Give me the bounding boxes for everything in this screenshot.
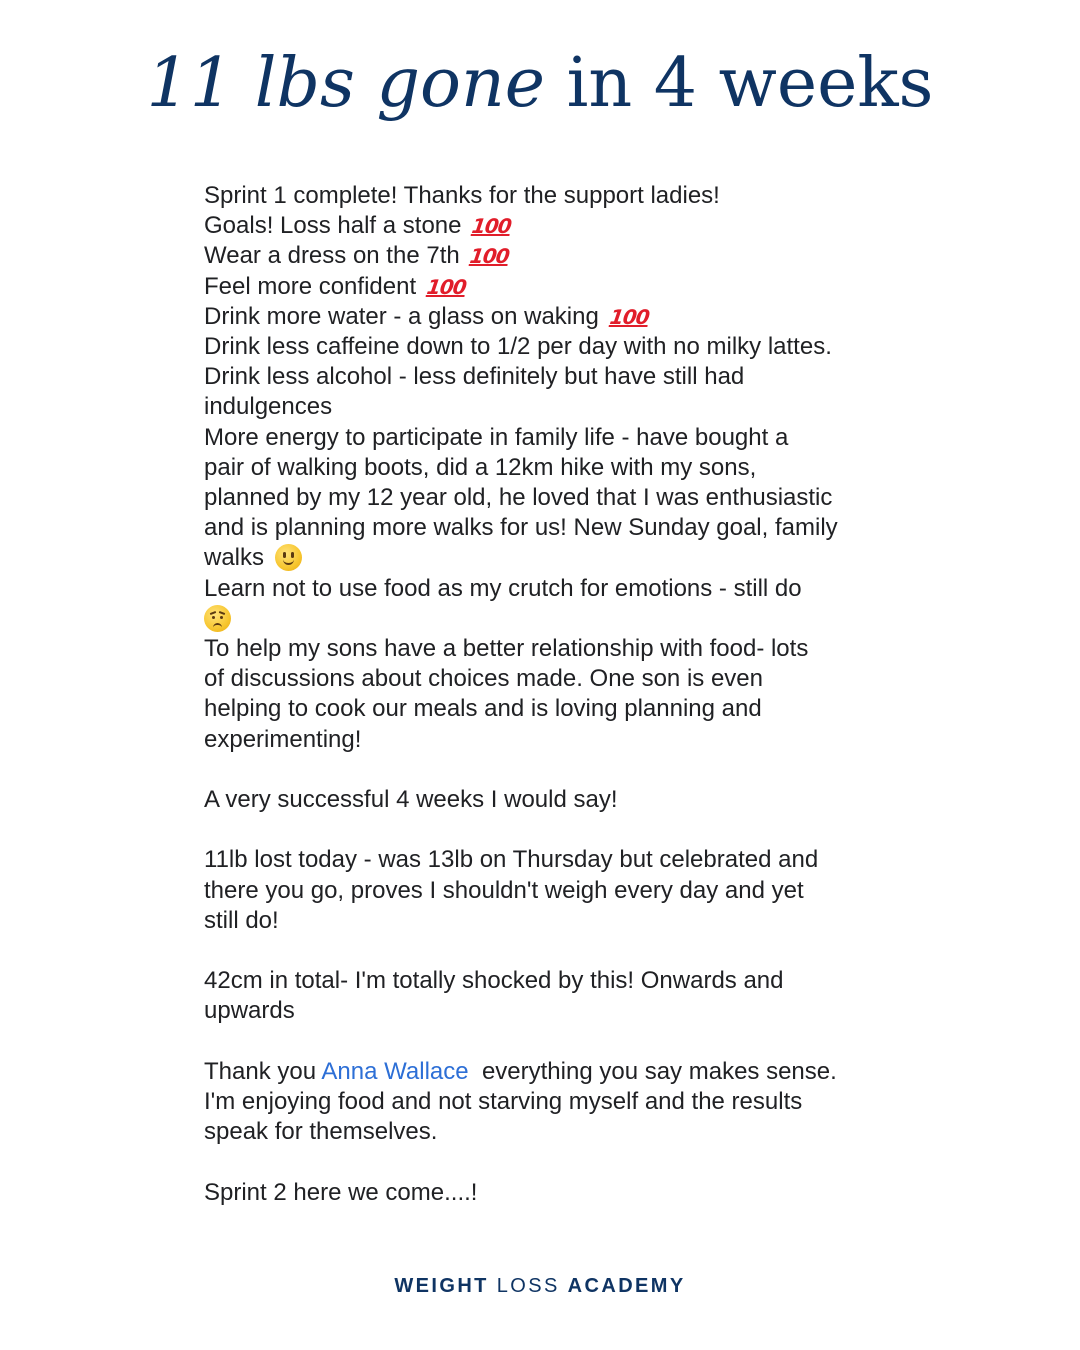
hundred-points-icon: 100 — [425, 274, 468, 299]
post-line: planned by my 12 year old, he loved that I was enthusiastic — [204, 484, 833, 512]
brand-word: LOSS — [488, 1275, 568, 1297]
post-line: indulgences — [204, 393, 333, 421]
post-line-text: Goals! Loss half a stone — [204, 212, 462, 240]
disappointed-face-icon — [204, 605, 231, 632]
post-line-text: walks — [204, 544, 265, 572]
post-line-text: everything you say makes sense. — [468, 1057, 837, 1085]
post-line — [204, 1057, 904, 1087]
post-line: Learn not to use food as my crutch for emotions - still do — [204, 574, 802, 602]
brand-logo — [0, 1274, 1080, 1298]
blank-line — [204, 936, 904, 966]
post-line — [204, 272, 904, 302]
headline-italic: 11 lbs gone — [146, 44, 545, 123]
post-line: still do! — [204, 906, 279, 934]
post-line: Drink less caffeine down to 1/2 per day with no milky lattes. — [204, 333, 832, 361]
post-line: helping to cook our meals and is loving planning and — [204, 695, 762, 723]
blank-line — [204, 1027, 904, 1057]
post-line: experimenting! — [204, 725, 362, 753]
blank-line — [204, 755, 904, 785]
post-line-text: Drink more water - a glass on waking — [204, 302, 599, 330]
slightly-smiling-face-icon — [275, 544, 302, 571]
post-line: To help my sons have a better relationship with food- lots — [204, 635, 809, 663]
hundred-points-icon: 100 — [607, 304, 650, 329]
post-line-text: Wear a dress on the 7th — [204, 242, 460, 270]
headline — [0, 34, 1080, 134]
blank-line — [204, 815, 904, 845]
post-line: A very successful 4 weeks I would say! — [204, 786, 618, 814]
post-line — [204, 543, 904, 573]
brand-word: ACADEMY — [567, 1275, 686, 1297]
brand-word: WEIGHT — [394, 1275, 489, 1297]
post-line: I'm enjoying food and not starving myself and the results — [204, 1088, 803, 1116]
post-line — [204, 241, 904, 271]
post-line — [204, 211, 904, 241]
post-line: pair of walking boots, did a 12km hike with my sons, — [204, 453, 757, 481]
post-line: upwards — [204, 997, 295, 1025]
user-mention-link[interactable]: Anna Wallace — [321, 1057, 469, 1085]
headline-rest: in 4 weeks — [544, 44, 934, 123]
post-line: 42cm in total- I'm totally shocked by this! Onwards and — [204, 967, 784, 995]
post-line: Sprint 1 complete! Thanks for the support ladies! — [204, 182, 720, 209]
post-line-text: Thank you — [204, 1057, 322, 1085]
post-line — [204, 302, 904, 332]
post-line — [204, 604, 904, 634]
post-line: Sprint 2 here we come....! — [204, 1178, 478, 1206]
post-line: 11lb lost today - was 13lb on Thursday but celebrated and — [204, 846, 819, 874]
hundred-points-icon: 100 — [468, 244, 511, 269]
post-line: More energy to participate in family life - have bought a — [204, 423, 789, 451]
post-line: and is planning more walks for us! New Sunday goal, family — [204, 514, 838, 542]
post-line: Drink less alcohol - less definitely but have still had — [204, 363, 745, 391]
post-line: of discussions about choices made. One son is even — [204, 665, 763, 693]
testimonial-post — [204, 181, 904, 1208]
post-line-text: Feel more confident — [204, 272, 417, 300]
hundred-points-icon: 100 — [470, 214, 513, 239]
blank-line — [204, 1147, 904, 1177]
post-line: speak for themselves. — [204, 1118, 438, 1146]
post-line: there you go, proves I shouldn't weigh every day and yet — [204, 876, 804, 904]
